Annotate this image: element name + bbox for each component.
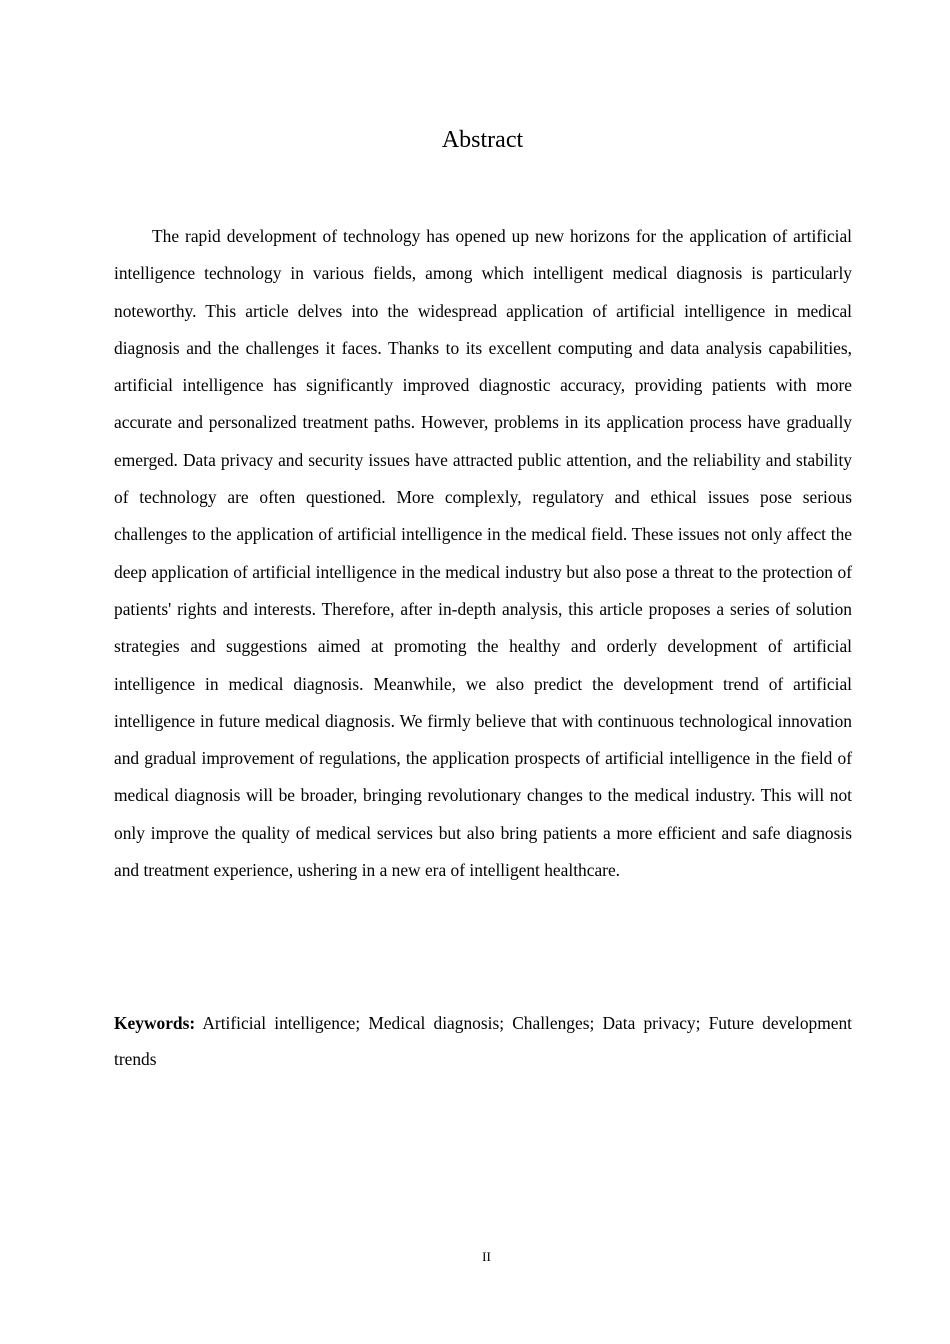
- abstract-heading: Abstract: [441, 127, 524, 153]
- keywords-label: Keywords:: [114, 1013, 196, 1033]
- page-number: II: [482, 1249, 491, 1264]
- keywords-section: [114, 1005, 852, 1077]
- abstract-paragraph: The rapid development of technology has opened up new horizons for the application of artificial intelligence technology in various fields, among which intelligent medical diagnosis is particularly noteworthy. This article delves into the widespread application of artificial intelligence in medical diagnosis and the challenges it faces. Thanks to its excellent computing and data analysis capabilities, artificial intelligence has significantly improved diagnostic accuracy, providing patients with more accurate and personalized treatment paths. However, problems in its application process have gradually emerged. Data privacy and security issues have attracted public attention, and the reliability and stability of technology are often questioned. More complexly, regulatory and ethical issues pose serious challenges to the application of artificial intelligence in the medical field. These issues not only affect the deep application of artificial intelligence in the medical industry but also pose a threat to the protection of patients' rights and interests. Therefore, after in-depth analysis, this article proposes a series of solution strategies and suggestions aimed at promoting the healthy and orderly development of artificial intelligence in medical diagnosis. Meanwhile, we also predict the development trend of artificial intelligence in future medical diagnosis. We firmly believe that with continuous technological innovation and gradual improvement of regulations, the application prospects of artificial intelligence in the field of medical diagnosis will be broader, bringing revolutionary changes to the medical industry. This will not only improve the quality of medical services but also bring patients a more efficient and safe diagnosis and treatment experience, ushering in a new era of intelligent healthcare.: [114, 226, 852, 881]
- keywords-list: Artificial intelligence; Medical diagnosis; Challenges; Data privacy; Future development trends: [114, 1013, 852, 1069]
